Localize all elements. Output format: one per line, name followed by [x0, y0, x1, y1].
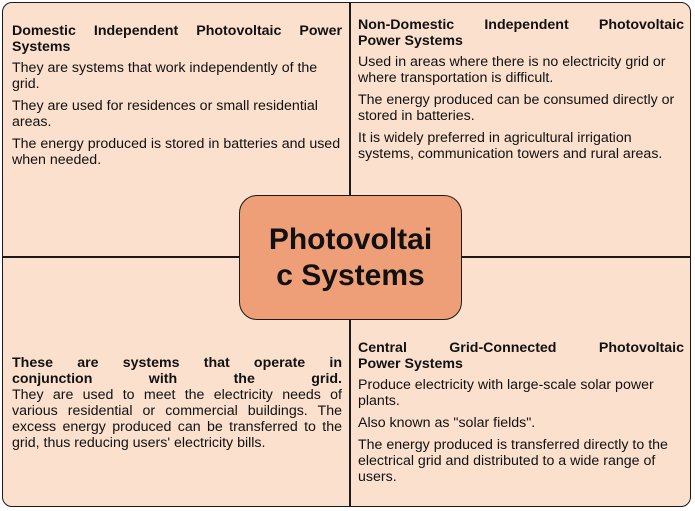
quadrant-title-line: Power Systems: [358, 33, 463, 49]
center-title-line: c Systems: [276, 258, 425, 292]
quadrant-central-grid-connected: [358, 340, 684, 491]
quadrant-paragraph: Also known as "solar fields".: [358, 415, 536, 431]
quadrant-non-domestic-independent: [358, 17, 684, 168]
quadrant-paragraph: They are systems that work independently of the grid.: [12, 60, 318, 92]
center-title-box: [239, 195, 462, 320]
quadrant-paragraph: The energy produced is stored in batteries and used when needed.: [12, 136, 341, 168]
quadrant-paragraph: The energy produced is transferred directly to the electrical grid and distributed to a wide range of users.: [358, 437, 668, 485]
quadrant-title-line: Non-Domestic Independent Photovoltaic: [358, 17, 684, 33]
center-title-line: Photovoltai: [268, 222, 433, 256]
photovoltaic-systems-diagram: [2, 2, 691, 507]
quadrant-paragraph: The energy produced can be consumed directly or stored in batteries.: [358, 92, 675, 124]
quadrant-title-line: These are systems that operate in: [12, 355, 342, 371]
quadrant-title: Domestic Independent Photovoltaic Power Systems: [12, 23, 342, 55]
quadrant-title: [358, 340, 684, 372]
quadrant-paragraph: They are used for residences or small residential areas.: [12, 98, 318, 130]
quadrant-domestic-independent: [12, 23, 342, 174]
center-title: [256, 222, 446, 294]
quadrant-grid-connected: [12, 355, 342, 457]
quadrant-paragraph: Produce electricity with large-scale solar power plants.: [358, 377, 654, 409]
quadrant-title: [358, 17, 684, 49]
quadrant-paragraph: Used in areas where there is no electricity grid or where transportation is difficult.: [358, 54, 666, 86]
quadrant-title-line: Power Systems: [358, 356, 463, 372]
quadrant-paragraph: They are used to meet the electricity needs of various residential or commercial buildings. The excess energy produced can be transferred to the grid, thus reducing users' electricity bills.: [12, 387, 342, 451]
quadrant-paragraph: It is widely preferred in agricultural irrigation systems, communication towers and rural areas.: [358, 130, 663, 162]
quadrant-title-line: Central Grid-Connected Photovoltaic: [358, 340, 684, 356]
quadrant-title: [12, 355, 342, 387]
quadrant-title-line: conjunction with the grid.: [12, 371, 342, 387]
